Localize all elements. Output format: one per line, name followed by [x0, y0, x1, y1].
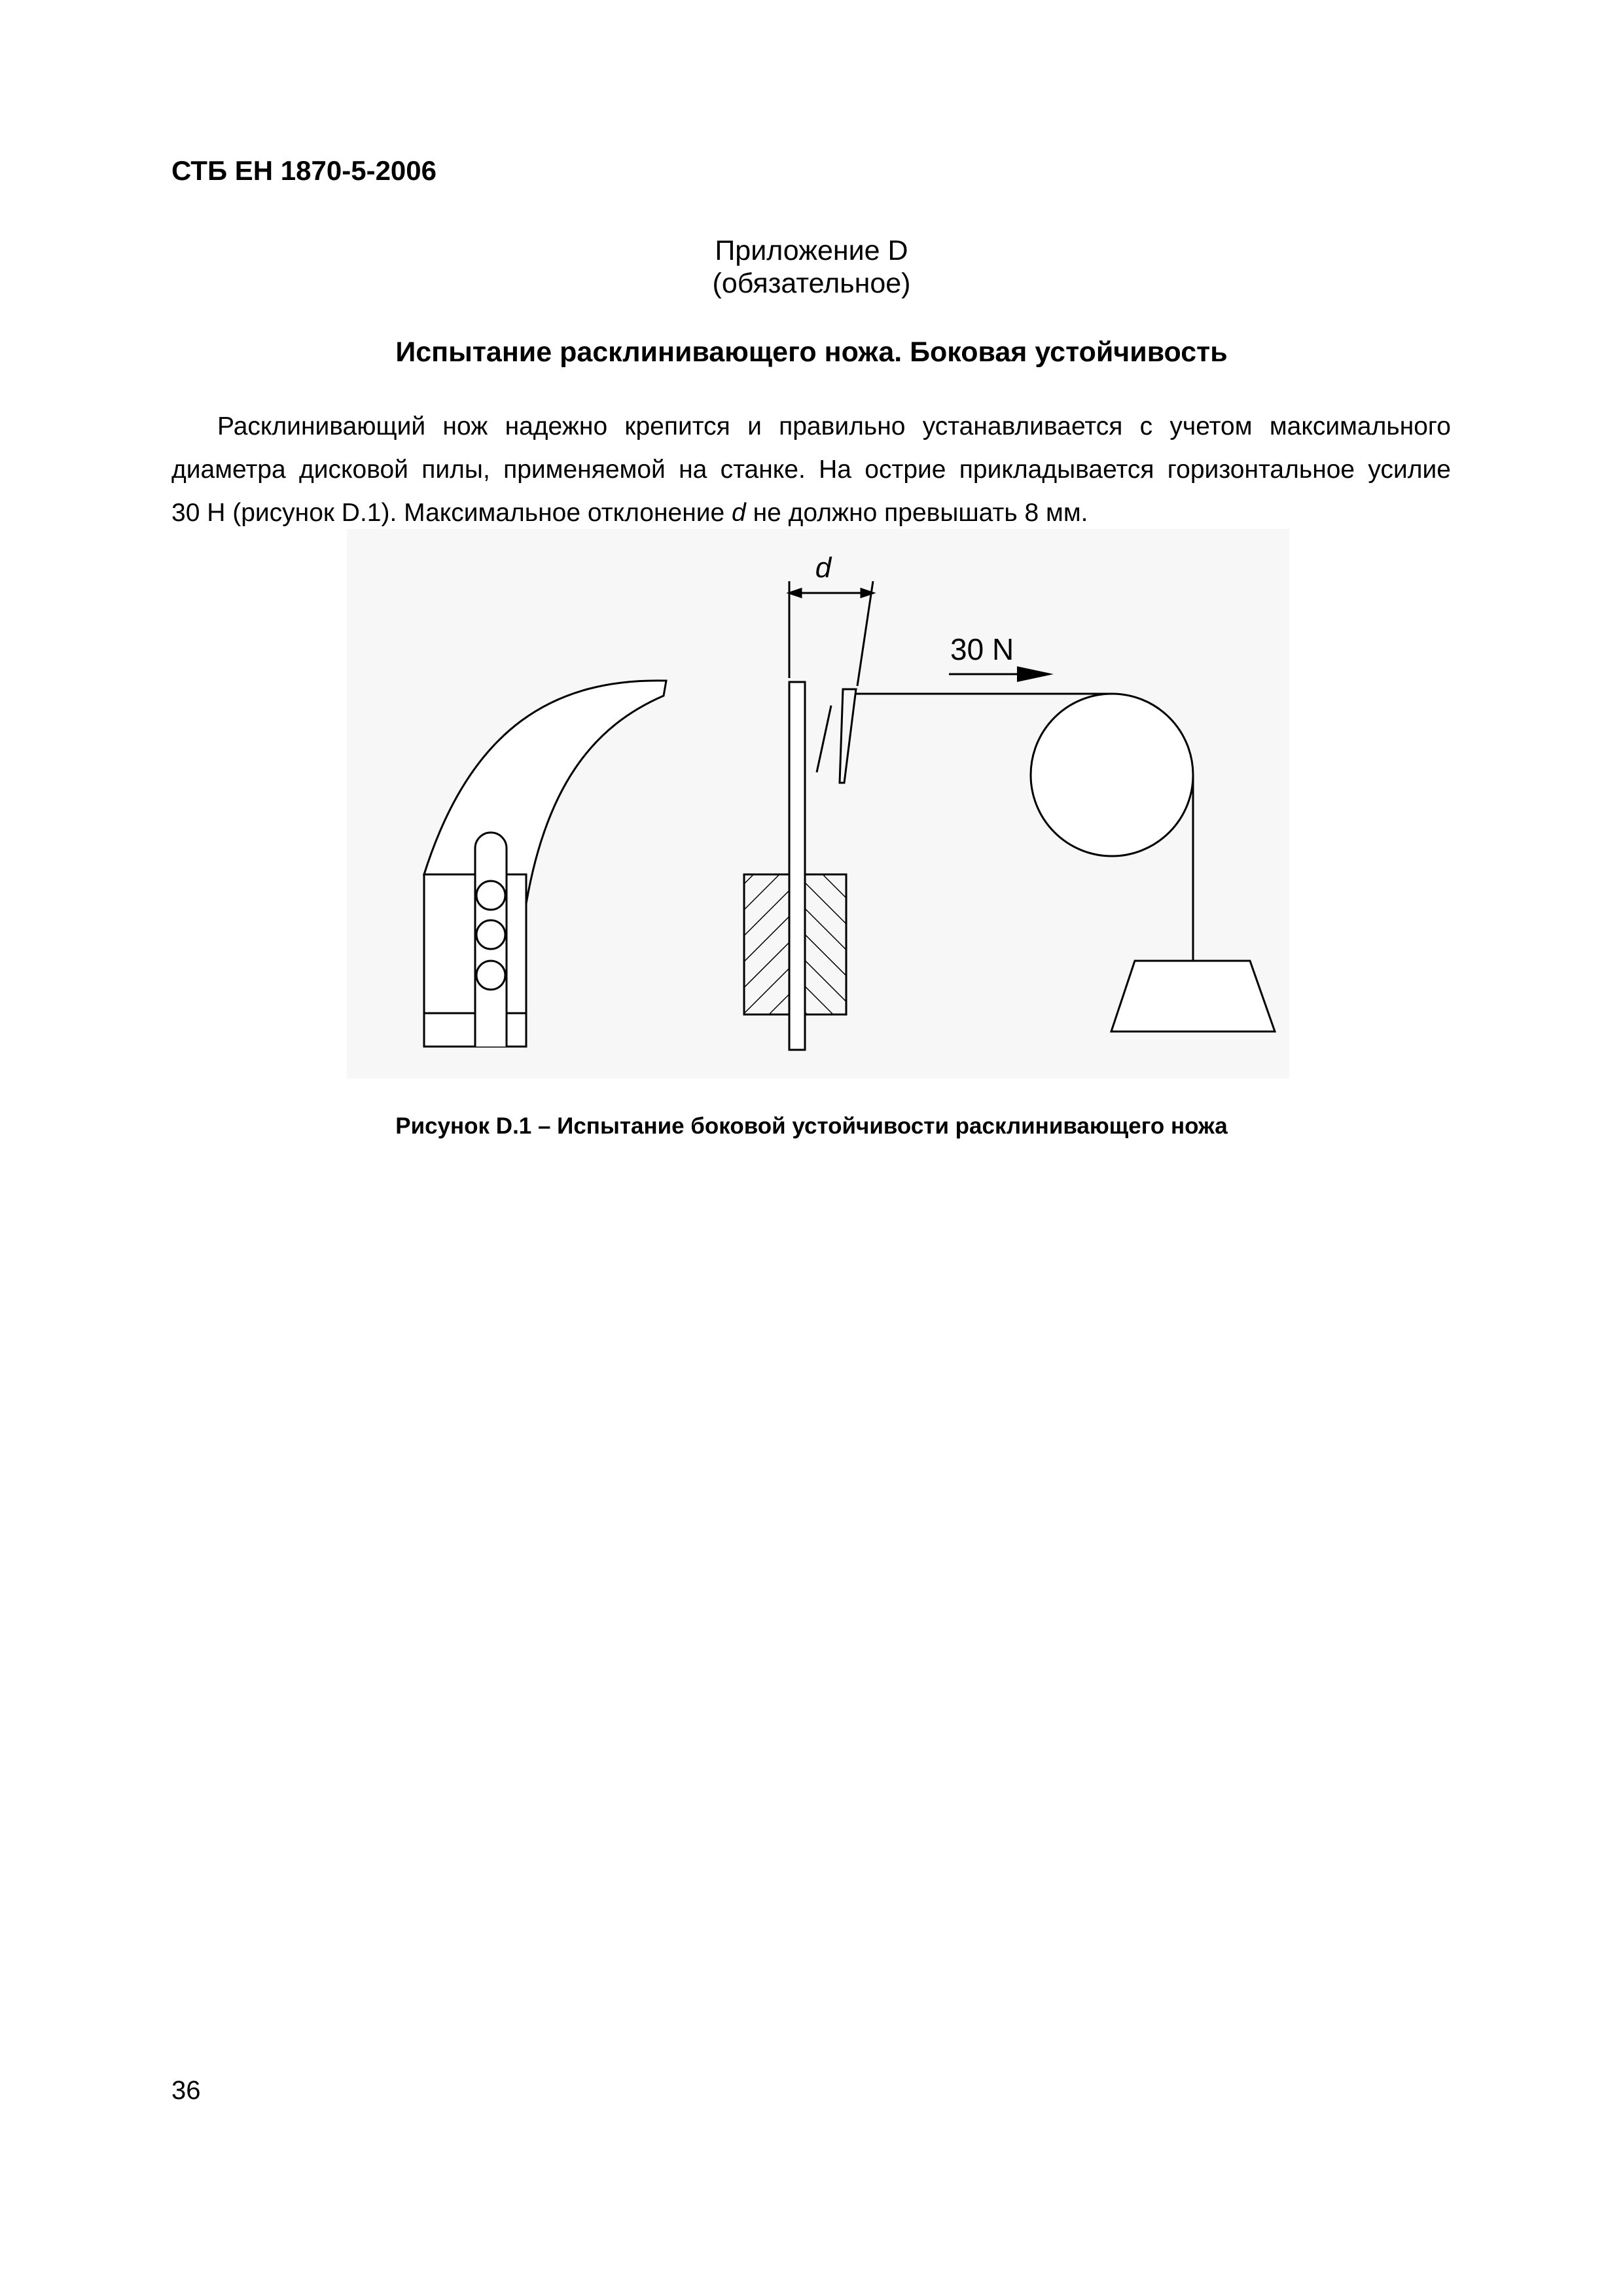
knife-mounting-slot — [475, 833, 507, 1047]
deflection-label: d — [815, 552, 832, 584]
pulley — [1031, 694, 1193, 856]
force-label: 30 N — [950, 632, 1014, 666]
body-line-3-end: не должно превышать 8 мм. — [745, 499, 1088, 527]
figure-d1-drawing — [347, 529, 1289, 1079]
test-weight — [1111, 961, 1275, 1031]
document-code: СТБ ЕН 1870-5-2006 — [171, 155, 437, 186]
body-paragraph — [171, 405, 1451, 535]
body-line-1: Расклинивающий нож надежно крепится и правильно устанавливается с учетом максимального — [217, 412, 1451, 440]
figure-d1 — [347, 529, 1289, 1079]
deflection-variable: d — [732, 499, 746, 527]
figure-caption: Рисунок D.1 – Испытание боковой устойчивости расклинивающего ножа — [395, 1113, 1228, 1139]
page-number: 36 — [171, 2076, 201, 2105]
clamp-left-hatched — [744, 874, 795, 1014]
body-line-3-start: 30 Н (рисунок D.1). Максимальное отклонение — [171, 499, 732, 527]
annex-status: (обязательное) — [712, 268, 911, 299]
section-title: Испытание расклинивающего ножа. Боковая устойчивость — [395, 336, 1228, 368]
knife-plate — [789, 682, 805, 1050]
body-line-2: диаметра дисковой пилы, применяемой на станке. На острие прикладывается горизонтальное усилие — [171, 456, 1451, 484]
annex-title: Приложение D — [715, 235, 908, 266]
